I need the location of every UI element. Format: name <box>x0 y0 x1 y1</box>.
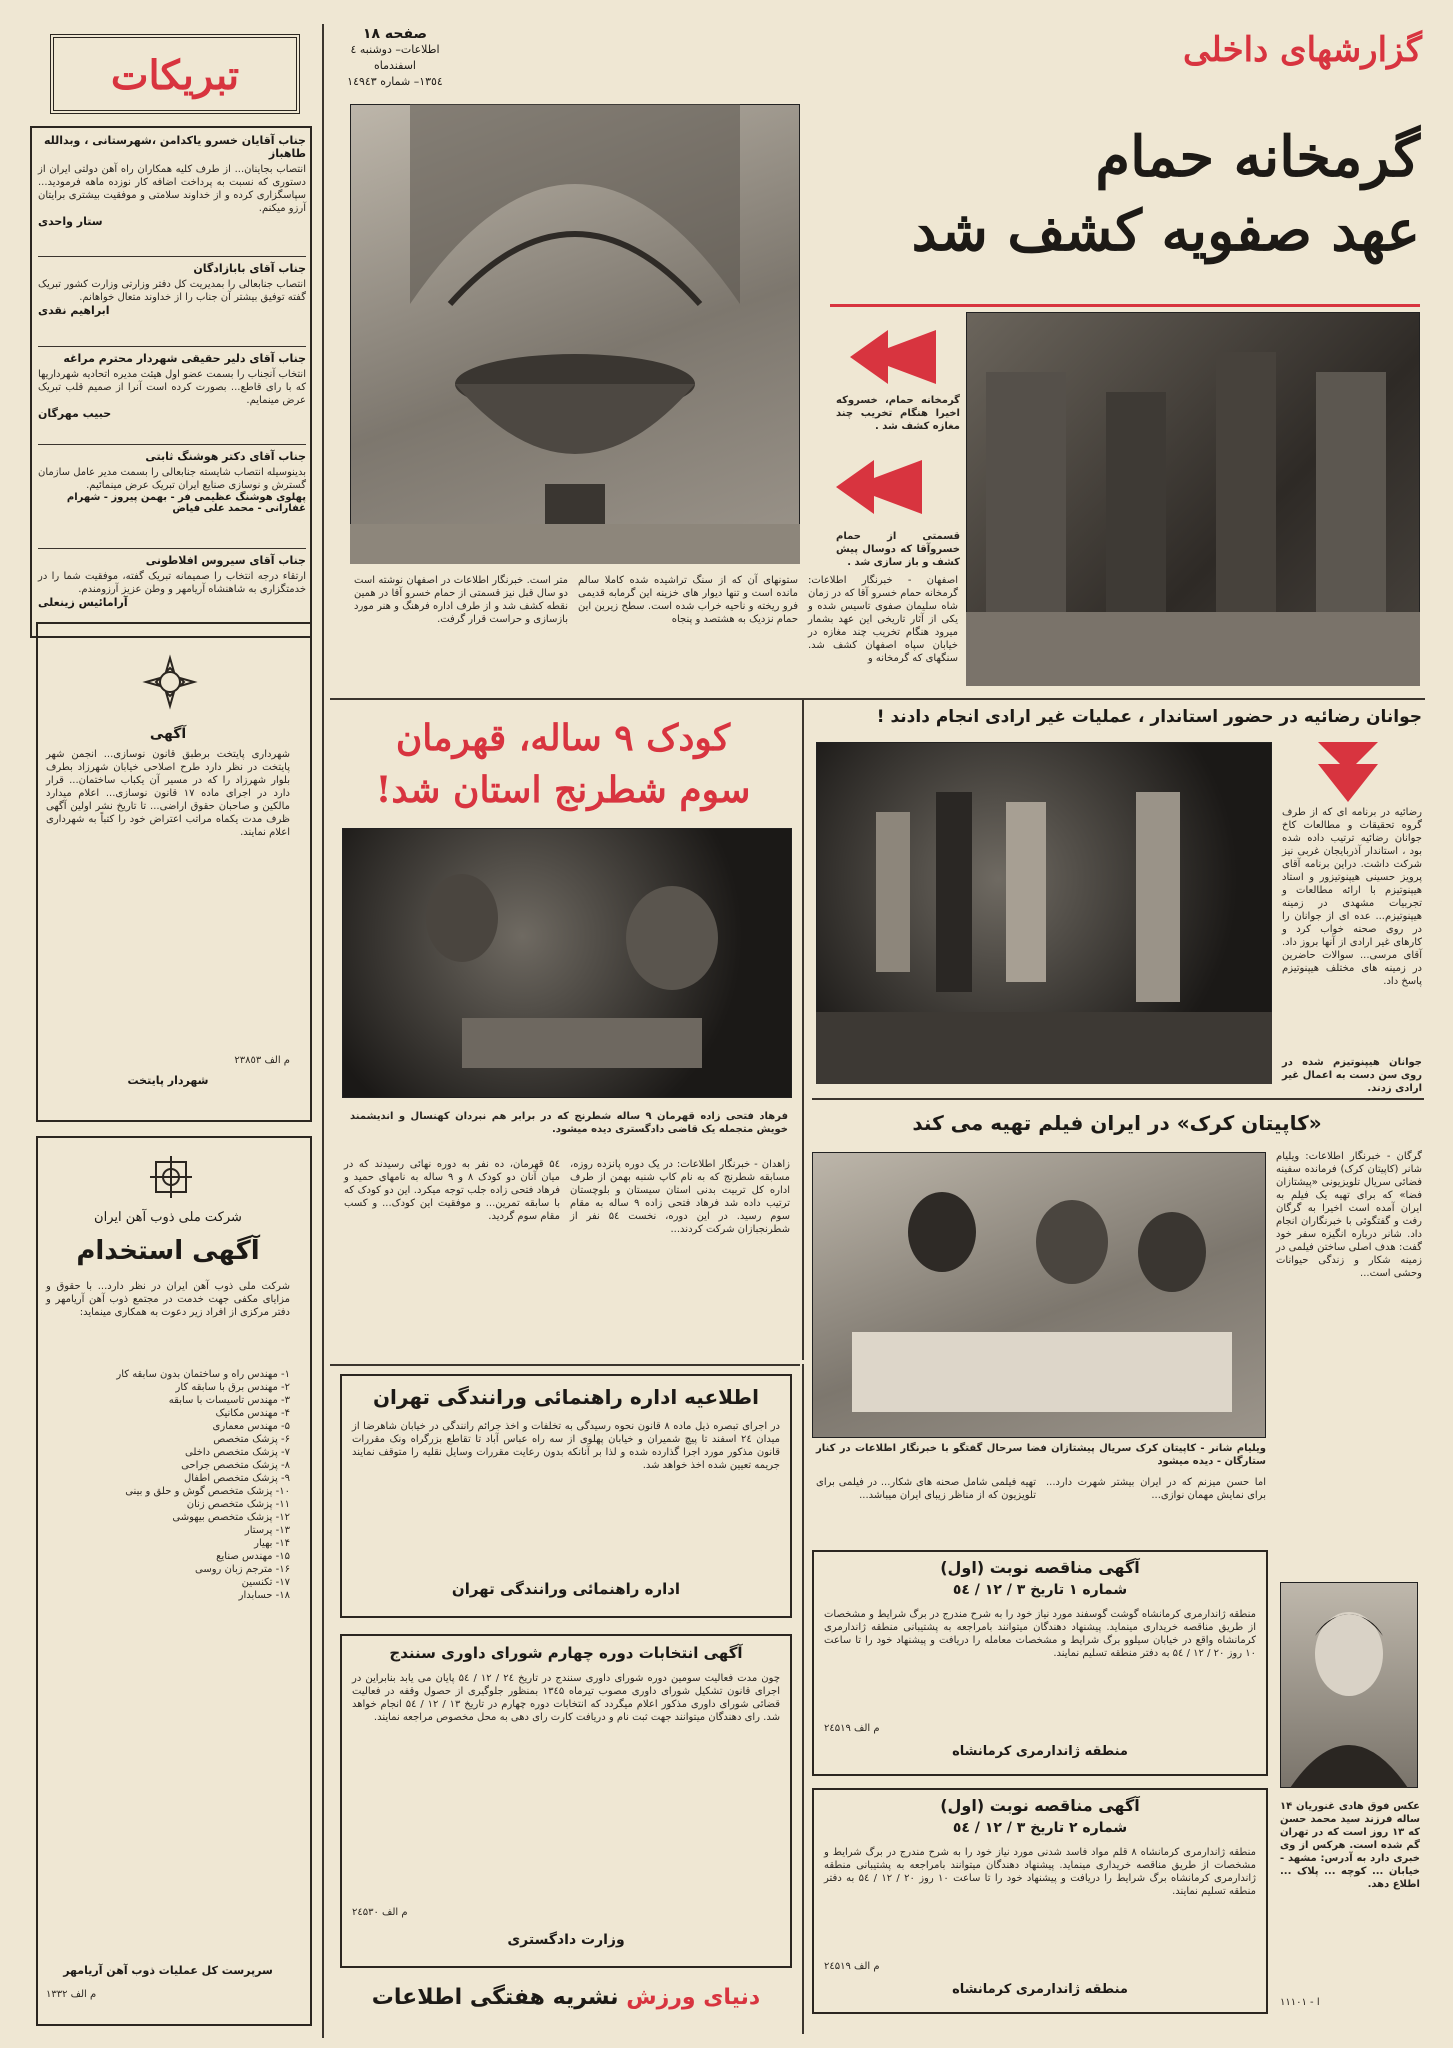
ad-steel-company: شرکت ملی ذوب آهن ایران <box>94 1210 242 1225</box>
congrats-2 <box>38 262 306 342</box>
dateline-2: ۱۳٥٤– شماره ۱٤۹٤۳ <box>347 75 443 88</box>
section-divider <box>330 698 1425 700</box>
masthead <box>330 26 1430 88</box>
page-number: صفحه ۱۸ <box>362 26 428 42</box>
tehran-title: اطلاعیه اداره راهنمائی ورانندگی تهران <box>372 1385 759 1409</box>
congrats-5-title: جناب آقای سیروس افلاطونی <box>145 554 306 567</box>
hypnosis-body: رضائیه در برنامه ای که از طرف گروه تحقیقات و مطالعات کاخ جوانان رضائیه ترتیب داده شده بود ، استاندار آذربایجان غربی نیز شرکت داشت. دراین برنامه آقای پرویز حسینی هیپنوتیزور و استاد هیپنوتیزم با ارائه مطالعات و تجربیات مشهدی در زمینه هیپنوتیزم... عده ای از جوانان را در روی صحنه خواب کرد و کارهای غیر ارادی از آنها بروز داد. آقای مرسی... سوالات حاضرین در زمینه های مختلف هیپنوتیزم پاسخ داد. <box>1282 807 1422 987</box>
ornament-icon <box>142 654 198 710</box>
ad-municipality-title: آگهی <box>149 726 187 742</box>
ad-steel-ref: م الف ۱۳۳۲ <box>46 1989 97 2000</box>
congrats-header-box <box>50 34 300 114</box>
section-divider <box>330 1364 800 1366</box>
film-photo <box>812 1152 1266 1438</box>
chess-col-1: زاهدان - خبرنگار اطلاعات: در یک دوره پانزده روزه، مسابقه شطرنج که به نام کاپ شنبه بهمن از طرف اداره کل تربیت بدنی استان سیستان و بلوچستان ترتیب داده شد فرهاد فتحی زاده ۹ ساله به مقام سوم رسید. در این دوره، نخست ۵٤ نفر از شطرنجبازان شرکت کردند... <box>570 1159 790 1235</box>
ad-municipality-sign: شهردار پایتخت <box>127 1074 209 1087</box>
tender-2 <box>812 1788 1268 2014</box>
tehran-traffic-notice <box>340 1374 792 1618</box>
sanandaj-sign: وزارت دادگستری <box>507 1932 625 1948</box>
chess-caption: فرهاد فتحی زاده قهرمان ۹ ساله شطرنج که در برابر هم نبردان کهنسال و اندیشمند خویش متجمله یک قاضی دادگستری دیده میشود. <box>350 1111 788 1135</box>
page-dateline <box>330 26 460 88</box>
section-divider <box>812 1098 1424 1100</box>
tender-2-sign: منطقه ژاندارمری کرمانشاه <box>952 1982 1128 1997</box>
ad-steel-body: شرکت ملی ذوب آهن ایران در نظر دارد... با حقوق و مزایای مکفی جهت خدمت در مجتمع ذوب آهن آریامهر و دفتر مرکزی از افراد زیر دعوت به همکاری مینماید: <box>46 1281 290 1318</box>
tender-2-body: منطقه ژاندارمری کرمانشاه ٨ قلم مواد فاسد شدنی مورد نیاز خود را به شرح مندرج در برگ شرایط و مشخصات از طریق مناقصه خریداری مینماید. پیشنهاد دهندگان میتوانند بامراجعه به پشتیبانی منطقه ژاندارمری کرمانشاه برگ شرایط را دریافت و پیشنهاد خود را تا ساعت ۱۰ روز ۲۰ / ۱۲ / ۵٤ به دفتر منطقه تسلیم نمایند. <box>824 1847 1256 1897</box>
congrats-4-title: جناب آقای دکتر هوشنگ ثابتی <box>145 450 306 463</box>
congrats-5-sign: آرامائیس زینعلی <box>38 596 128 609</box>
hammam-photo-2 <box>966 312 1420 686</box>
hammam-title-1: گرمخانه حمام <box>1095 124 1420 190</box>
hammam-title-2: عهد صفویه کشف شد <box>911 198 1420 264</box>
headline-rule <box>830 304 1420 307</box>
tender-1 <box>812 1550 1268 1776</box>
arrow-left-icon <box>850 330 936 384</box>
tehran-sign: اداره راهنمائی ورانندگی تهران <box>451 1580 681 1598</box>
congrats-1 <box>38 134 306 252</box>
list-item: ۶- پزشک متخصص <box>213 1434 290 1445</box>
list-item: ۴- مهندس مکانیک <box>215 1408 290 1419</box>
hammam-caption-1: گرمخانه حمام، خسروکه اخیرا هنگام تخریب چند مغازه کشف شد . <box>836 395 960 432</box>
list-item: ۷- پزشک متخصص داخلی <box>185 1447 290 1458</box>
list-item: ۸- پزشک متخصص جراحی <box>181 1460 290 1471</box>
list-item: ۱۳- پرستار <box>244 1525 290 1536</box>
chess-col-2: ۵٤ قهرمان، ده نفر به دوره نهائی رسیدند که در میان آنان دو کودک ۸ و ۹ ساله به نامهای حمید و فرهاد فتحی زاده جلب توجه میکرد. این دو کودک که با سابقه تمرین... و موفقیت این کودک... و کسب مقام سوم گردید. <box>344 1159 561 1222</box>
dateline-1: اطلاعات– دوشنبه ٤ اسفندماه <box>350 43 440 72</box>
missing-person-body: عکس فوق هادی غنوریان ۱۴ ساله فرزند سید محمد حسن که ۱۳ روز است که در تهران گم شده است. هرکس از وی خبری دارد به آدرس: مشهد - خیابان ... کوچه ... پلاک ... اطلاع دهد. <box>1280 1801 1420 1890</box>
congrats-3-title: جناب آقای دلیر حقیقی شهردار محترم مراغه <box>63 352 306 365</box>
divider <box>38 256 306 257</box>
column-divider <box>802 700 804 1360</box>
tender-1-sign: منطقه ژاندارمری کرمانشاه <box>952 1744 1128 1759</box>
divider <box>38 444 306 445</box>
chess-title-1: کودک ۹ ساله، قهرمان <box>395 717 731 759</box>
sanandaj-notice <box>340 1634 792 1968</box>
congrats-section <box>30 126 312 638</box>
ad-municipality <box>36 622 312 1122</box>
hypnosis-end: جوانان هیپنوتیزم شده در روی سن دست به اعمال غیر ارادی زدند. <box>1282 1057 1422 1094</box>
list-item: ۱۲- پزشک متخصص بیهوشی <box>172 1512 290 1523</box>
ad-steel-items <box>46 1368 290 1948</box>
arrow-left-icon <box>836 460 922 514</box>
congrats-3 <box>38 352 306 440</box>
tender-2-sub: شماره ۲ تاریخ ۳ / ۱۲ / ٥٤ <box>952 1820 1128 1836</box>
film-col-1: اما حسن میزنم که در ایران بیشتر شهرت دارد... برای نمایش مهمان نوازی... <box>1046 1477 1266 1501</box>
tender-1-title: آگهی مناقصه نوبت (اول) <box>940 1558 1140 1577</box>
list-item: ۲- مهندس برق با سابقه کار <box>175 1382 290 1393</box>
section-title: گزارشهای داخلی <box>1183 30 1422 70</box>
hypnosis-headline: جوانان رضائیه در حضور استاندار ، عملیات غیر ارادی انجام دادند ! <box>876 707 1422 727</box>
ad-municipality-ref: م الف ۲۳٨٥۳ <box>234 1055 290 1066</box>
congrats-3-sign: حبیب مهرگان <box>38 407 112 420</box>
left-column <box>20 28 312 2038</box>
hammam-caption-2: قسمتی از حمام خسروآقا که دوسال پیش کشف و باز سازی شد . <box>836 531 960 568</box>
list-item: ۱۷- تکنسین <box>241 1577 290 1588</box>
promo-line <box>340 1978 792 2022</box>
congrats-4 <box>38 450 306 544</box>
list-item: ۱۵- مهندس صنایع <box>216 1551 290 1562</box>
column-divider <box>322 24 324 2038</box>
list-item: ۱۱- پزشک متخصص زنان <box>186 1499 290 1510</box>
list-item: ۵- مهندس معماری <box>212 1421 290 1432</box>
hypnosis-photo <box>816 742 1272 1084</box>
missing-person-ref: ا - ۱۱۱۰۱ <box>1280 1997 1320 2008</box>
hammam-photo-1 <box>350 104 800 564</box>
list-item: ۱- مهندس راه و ساختمان بدون سابقه کار <box>116 1369 290 1380</box>
divider <box>38 346 306 347</box>
hammam-headline <box>820 120 1420 300</box>
congrats-header: تبریکات <box>110 52 240 99</box>
arrow-down-icon <box>1318 742 1378 802</box>
hammam-col-3: متر است. خبرنگار اطلاعات در اصفهان نوشته است دو سال قبل نیز قسمتی از حمام خسرو آقا در همین نقطه کشف شد و از طرف اداره فرهنگ و هنر مورد بازسازی و حراست قرار گرفت. <box>354 575 568 625</box>
ad-steel-footer: سرپرست کل عملیات ذوب آهن آریامهر <box>63 1964 273 1977</box>
hammam-col-1: اصفهان - خبرنگار اطلاعات: گرمخانه حمام خسرو آقا که در زمان شاه سلیمان صفوی تاسیس شده و یکی از آثار تاریخی این عهد بشمار میرود هنگام تخریب چند مغازه در خیابان سپاه اصفهان کشف شد. سنگهای که گرمخانه و <box>808 575 958 664</box>
ad-steel-title: آگهی استخدام <box>76 1236 260 1266</box>
sanandaj-title: آگهی انتخابات دوره چهارم شورای داوری سنندج <box>389 1644 743 1662</box>
congrats-3-body: انتخاب آنجناب را بسمت عضو اول هیئت مدیره اتحادیه شهرداریها که با رای قاطع... بصورت کرده است آنرا از صمیم قلب تبریک عرض مینمایم. <box>38 369 306 406</box>
congrats-4-body: بدینوسیله انتصاب شایسته جنابعالی را بسمت مدیر عامل سازمان گسترش و نوسازی صنایع ایران تبریک عرض مینمائیم. <box>38 467 306 491</box>
list-item: ۹- پزشک متخصص اطفال <box>183 1473 290 1484</box>
chess-photo <box>342 828 792 1098</box>
list-item: ۱۸- حسابدار <box>238 1590 290 1601</box>
film-body: گرگان - خبرنگار اطلاعات: ویلیام شانر (کاپیتان کرک) فرمانده سفینه فضائی سریال تلویزیونی «پیشتازان فضا» که برای تهیه یک فیلم به ایران آمده است اخیرا به گرگان رفت و گفتگوئی با خبرنگاران انجام داد. شانر درباره انگیزه سفر خود گفت: هدف اصلی ساختن فیلمی در زمینه شکار و زندگی حیوانات وحشی است... <box>1276 1151 1422 1279</box>
ad-municipality-body: شهرداری پایتخت برطبق قانون نوسازی... انجمن شهر پایتخت در نظر دارد طرح اصلاحی خیابان شهرزاد بطرف بلوار شهرزاد را که در مسیر آن یکباب ساختمان... قرار دارد در اجرای ماده ۱۷ قانون نوسازی... اعلام میدارد مالکین و صاحبان حقوق اراضی... تا تاریخ نشر اولین آگهی ظرف مدت یکماه مراتب اعتراض خود را کتباً به شهرداری اعلام نمایند. <box>46 749 290 838</box>
hammam-col-2: ستونهای آن که از سنگ تراشیده شده کاملا سالم مانده است و تنها دیوار های خزینه این گرمابه قدیمی فرو ریخته و ناحیه خراب شده است. سطح زیرین این حمام نزدیک به هشتصد و پنجاه <box>578 575 798 625</box>
film-headline: «کاپیتان کرک» در ایران فیلم تهیه می کند <box>912 1111 1322 1135</box>
film-col-2: تهیه فیلمی شامل صحنه های شکار... در فیلمی برای تلویزیون که از مناظر زیبای ایران میباشد... <box>816 1477 1036 1501</box>
tender-1-sub: شماره ۱ تاریخ ۳ / ۱۲ / ٥٤ <box>952 1582 1128 1598</box>
list-item: ۱۶- مترجم زبان روسی <box>195 1564 290 1575</box>
tehran-body: در اجرای تبصره ذیل ماده ۸ قانون نحوه رسیدگی به تخلفات و اخذ جرائم رانندگی در خیابان شاهرضا از میدان ۲٤ اسفند تا پیچ شمیران و خیابان پهلوی از سه راه عباس آباد تا تقاطع بزرگراه ونک مقررات قانون مذکور مورد اجرا گذارده شده و لذا بر آنانکه بدون رعایت مقررات وسایل نقلیه را متوقف نمایند جریمه تعیین شده اخذ خواهد شد. <box>352 1421 780 1471</box>
tender-1-body: منطقه ژاندارمری کرمانشاه گوشت گوسفند مورد نیاز خود را به شرح مندرج در برگ شرایط و مشخصات از طریق مناقصه خریداری مینماید. پیشنهاد دهندگان میتوانند بامراجعه به پشتیبانی منطقه ژاندارمری کرمانشاه واقع در خیابان سیلوو برگ شرایط و مشخصات معامله را دریافت و پیشنهاد خود را تا ساعت ۱۰ روز ۲۰ / ۱۲ / ۵٤ به دفتر منطقه تسلیم نمایند. <box>824 1609 1256 1659</box>
divider <box>38 548 306 549</box>
congrats-1-title: جناب آقایان خسرو یاکدامن ،شهرستانی ، وبدالله طاهباز <box>44 134 306 160</box>
film-caption: ویلیام شانر - کاپیتان کرک سریال پیشتازان فضا سرحال گفتگو با خبرنگار اطلاعات در کنار ستارگان - دیده میشود <box>816 1443 1266 1467</box>
missing-person-photo <box>1280 1582 1418 1788</box>
congrats-4-sign: پهلوی هوشنگ عظیمی فر - بهمن پیروز - شهرام غفارانی - محمد علی فیاض <box>66 492 306 514</box>
tender-2-title: آگهی مناقصه نوبت (اول) <box>940 1796 1140 1815</box>
sanandaj-body: چون مدت فعالیت سومین دوره شورای داوری سنندج در تاریخ ۲٤ / ۱۲ / ۵٤ پایان می یابد بنابراین در اجرای قانون تشکیل شورای داوری مصوب تیرماه ۱۳٤۵ بمنظور جلوگیری از حصول وقفه در فعالیت قضائی شورای داوری مذکور اعلام میگردد که انتخابات دوره چهارم در تاریخ ۱۳ / ۱۲ / ۵٤ انجام خواهد شد. رای دهندگان میتوانند جهت ثبت نام و دریافت کارت رای دهی به محل مخصوص مراجعه نمایند. <box>352 1673 780 1723</box>
congrats-2-body: انتصاب جنابعالی را بمدیریت کل دفتر وزارتی وزارت کشور تبریک گفته توفیق بیشتر آن جناب را از خداوند متعال خواهانم. <box>38 279 306 303</box>
congrats-1-body: انتصاب بجاینان... از طرف کلیه همکاران راه آهن دولتی ایران از دستوری که نسبت به پرداخت اضافه کار نوزده ماهه فرمودید... سپاسگزاری کرده و از خداوند سلامتی و موفقیت بیشتری برایتان آرزو میکنم. <box>38 164 306 214</box>
ad-steel-employment <box>36 1136 312 2026</box>
list-item: ۱۴- بهیار <box>254 1538 290 1549</box>
chess-title-2: سوم شطرنج استان شد! <box>375 769 751 811</box>
list-item: ۱۰- پزشک متخصص گوش و حلق و بینی <box>125 1486 290 1497</box>
congrats-1-sign: ستار واحدی <box>38 215 103 228</box>
congrats-5 <box>38 554 306 630</box>
column-divider <box>802 1364 804 2034</box>
chess-headline <box>336 712 790 822</box>
list-item: ۳- مهندس تاسیسات با سابقه <box>168 1395 290 1406</box>
sanandaj-ref: م الف ۲٤۵۳۰ <box>352 1907 408 1918</box>
congrats-2-title: جناب آقای بابازادگان <box>193 262 306 275</box>
steel-logo-icon <box>146 1152 196 1202</box>
tender-1-ref: م الف ۲٤۵۱۹ <box>824 1723 880 1734</box>
promo-publication: نشریه هفتگی اطلاعات <box>371 1985 619 2010</box>
congrats-2-sign: ابراهیم نقدی <box>38 304 110 317</box>
congrats-5-body: ارتقاء درجه انتخاب را صمیمانه تبریک گفته، موفقیت شما را در خدمتگزاری به شاهنشاه آریامهر و وطن عزیز آرزومندم. <box>38 571 306 595</box>
tender-2-ref: م الف ۲٤۵۱۹ <box>824 1961 880 1972</box>
promo-weekly-sport: دنیای ورزش <box>626 1985 761 2010</box>
